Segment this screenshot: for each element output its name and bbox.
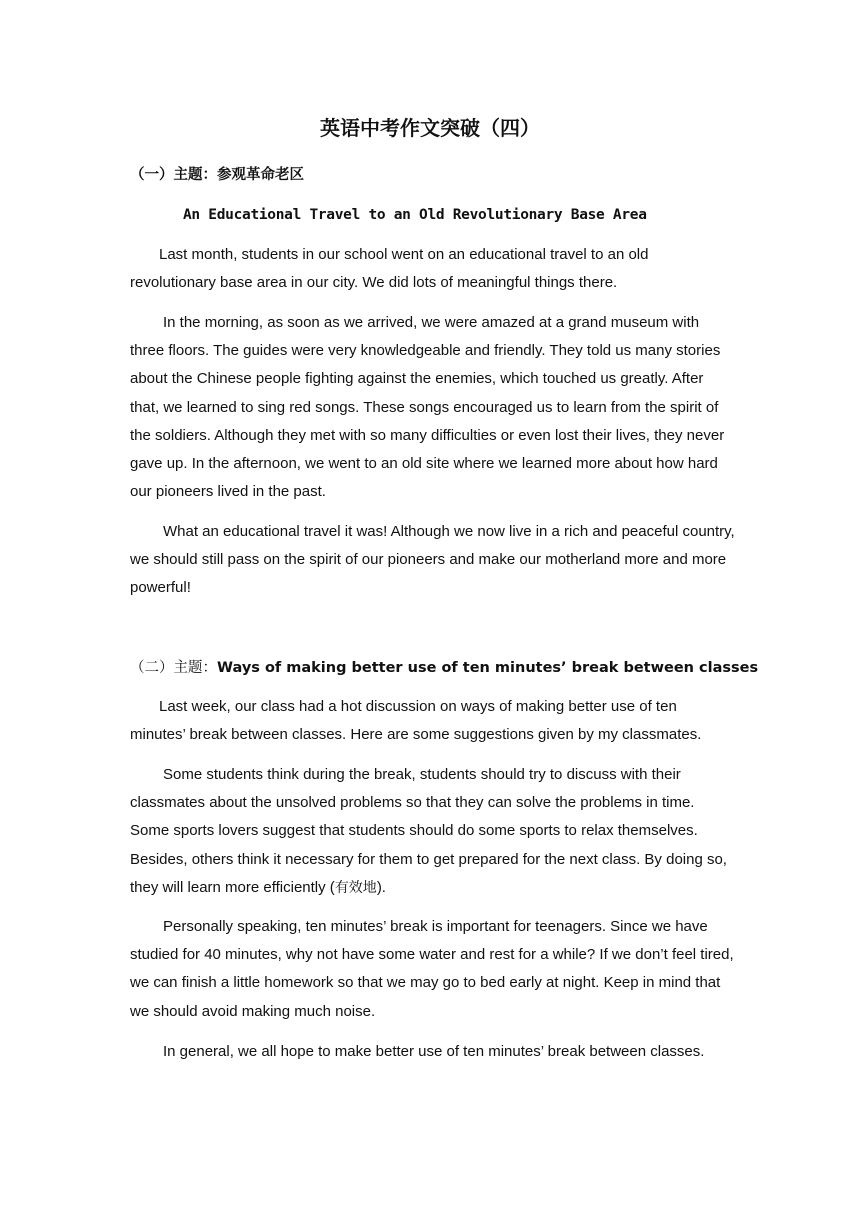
section-2-topic: Ways of making better use of ten minutes’ break between classes [217,660,759,676]
section-1-label: （一）主题： [130,167,217,183]
section-1-heading [130,164,304,186]
section-1-topic: 参观革命老区 [217,167,304,183]
section-2-label: （二）主题： [130,660,217,676]
essay-1-paragraph-1: Last month, students in our school went on an educational travel to an old revolutionary base area in our city. We did lots of meaningful things there. [130,246,649,292]
essay-2-paragraph-3: Personally speaking, ten minutes’ break is important for teenagers. Since we have studied for 40 minutes, why not have some water and rest for a while? If we don’t feel tired, we can finish a little homework so that we may go to bed early at night. Keep in mind that we should avoid making much noise. [130,918,734,1020]
essay-1-paragraph-3: What an educational travel it was! Although we now live in a rich and peaceful country, we should still pass on the spirit of our pioneers and make our motherland more and more powerful! [130,523,735,597]
essay-2-paragraph-1: Last week, our class had a hot discussion on ways of making better use of ten minutes’ break between classes. Here are some suggestions given by my classmates. [130,698,702,744]
essay-2-paragraph-2-text: Some students think during the break, students should try to discuss with their classmates about the unsolved problems so that they can solve the problems in time. Some sports lovers suggest that students should do some sports to relax themselves. Besides, others think it necessary for them to get prepared for the next class. By doing so, they will learn more efficiently ( [130,766,727,896]
essay-2-paragraph-2 [130,761,735,902]
chinese-gloss: 有效地 [334,879,377,896]
essay-1-paragraph-2: In the morning, as soon as we arrived, we were amazed at a grand museum with three floors. The guides were very knowledgeable and friendly. They told us many stories about the Chinese people fighting against the enemies, which touched us greatly. After that, we learned to sing red songs. These songs encouraged us to learn from the spirit of the soldiers. Although they met with so many difficulties or even lost their lives, they never gave up. In the afternoon, we went to an old site where we learned more about how hard our pioneers lived in the past. [130,314,725,501]
section-2-heading [130,657,758,679]
gloss-close: ). [376,878,386,896]
essay-1-title: An Educational Travel to an Old Revolutionary Base Area [183,207,647,223]
essay-2-paragraph-4: In general, we all hope to make better use of ten minutes’ break between classes. [163,1043,705,1060]
document-title: 英语中考作文突破（四） [320,116,540,140]
